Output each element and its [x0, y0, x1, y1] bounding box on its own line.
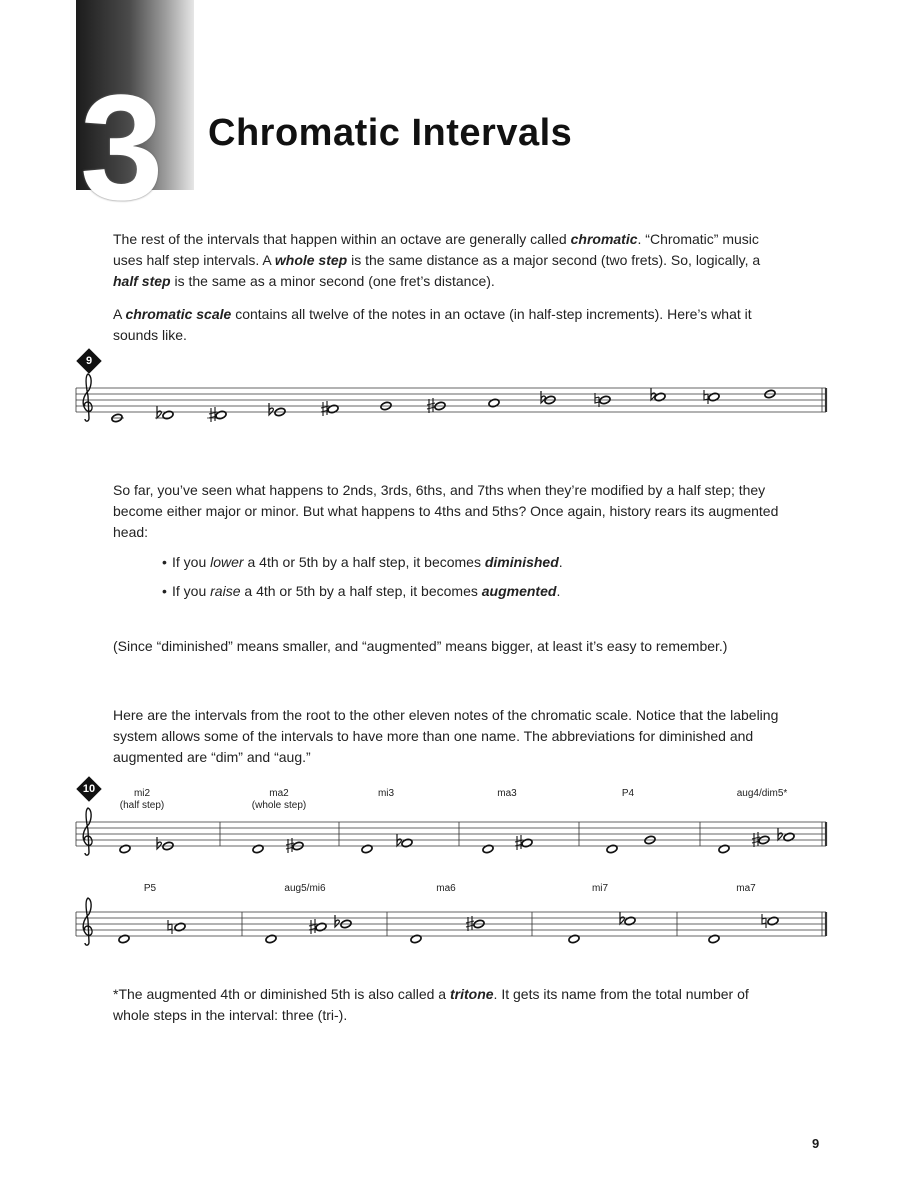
- interval-label-7: aug5/mi6: [284, 883, 326, 894]
- interval-sublabel-0: (half step): [119, 800, 165, 811]
- interval-label-6: P5: [143, 883, 157, 894]
- staff-intervals-row-1: [76, 808, 826, 855]
- staff-chromatic-scale: [76, 374, 826, 423]
- chapter-title: Chromatic Intervals: [208, 112, 573, 154]
- interval-label-5: aug4/dim5*: [736, 788, 788, 799]
- interval-label-9: mi7: [591, 883, 609, 894]
- paragraph-remember: (Since “diminished” means smaller, and “augmented” means bigger, at least it’s easy to remember.): [113, 638, 728, 654]
- paragraph-chromatic-intro: The rest of the intervals that happen within an octave are generally called chromatic. “Chromatic” music uses half step intervals. A whole step is the same distance as a major second (two frets). So, logically, a half step is the same as a minor second (one fret’s distance).: [113, 231, 761, 289]
- paragraph-intervals-intro: Here are the intervals from the root to the other eleven notes of the chromatic scale. Notice that the labeling system allows some of the intervals to have more than one name. The abbreviations for diminished and augmented are “dim” and “aug.”: [113, 707, 779, 765]
- example-number-9: 9: [85, 355, 93, 367]
- staff-intervals-row-2-labels: [144, 883, 756, 894]
- footnote-tritone: *The augmented 4th or diminished 5th is also called a tritone. It gets its name from the total number of whole steps in the interval: three (tri-).: [113, 986, 749, 1023]
- paragraph-4ths-5ths: So far, you’ve seen what happens to 2nds, 3rds, 6ths, and 7ths when they’re modified by a half step; they become either major or minor. But what happens to 4ths and 5ths? Once again, history rears its augmented head:: [113, 482, 779, 540]
- interval-label-2: mi3: [377, 788, 395, 799]
- page-number: 9: [812, 1136, 820, 1151]
- interval-label-3: ma3: [497, 788, 517, 799]
- interval-label-0: mi2: [133, 788, 151, 799]
- interval-label-1: ma2: [269, 788, 289, 799]
- interval-label-4: P4: [621, 788, 635, 799]
- staff-intervals-row-1-labels: [120, 788, 788, 811]
- chapter-number: 3: [80, 63, 160, 231]
- example-number-10: 10: [82, 783, 96, 795]
- paragraph-chromatic-scale: A chromatic scale contains all twelve of the notes in an octave (in half-step increments). Here’s what it sounds like.: [113, 306, 752, 343]
- interval-sublabel-1: (whole step): [251, 800, 307, 811]
- bullet-lower: • If you lower a 4th or 5th by a half step, it becomes diminished.: [162, 554, 563, 570]
- interval-label-10: ma7: [736, 883, 756, 894]
- bullet-raise: • If you raise a 4th or 5th by a half step, it becomes augmented.: [162, 583, 561, 599]
- interval-label-8: ma6: [436, 883, 456, 894]
- staff-intervals-row-2: [76, 898, 826, 945]
